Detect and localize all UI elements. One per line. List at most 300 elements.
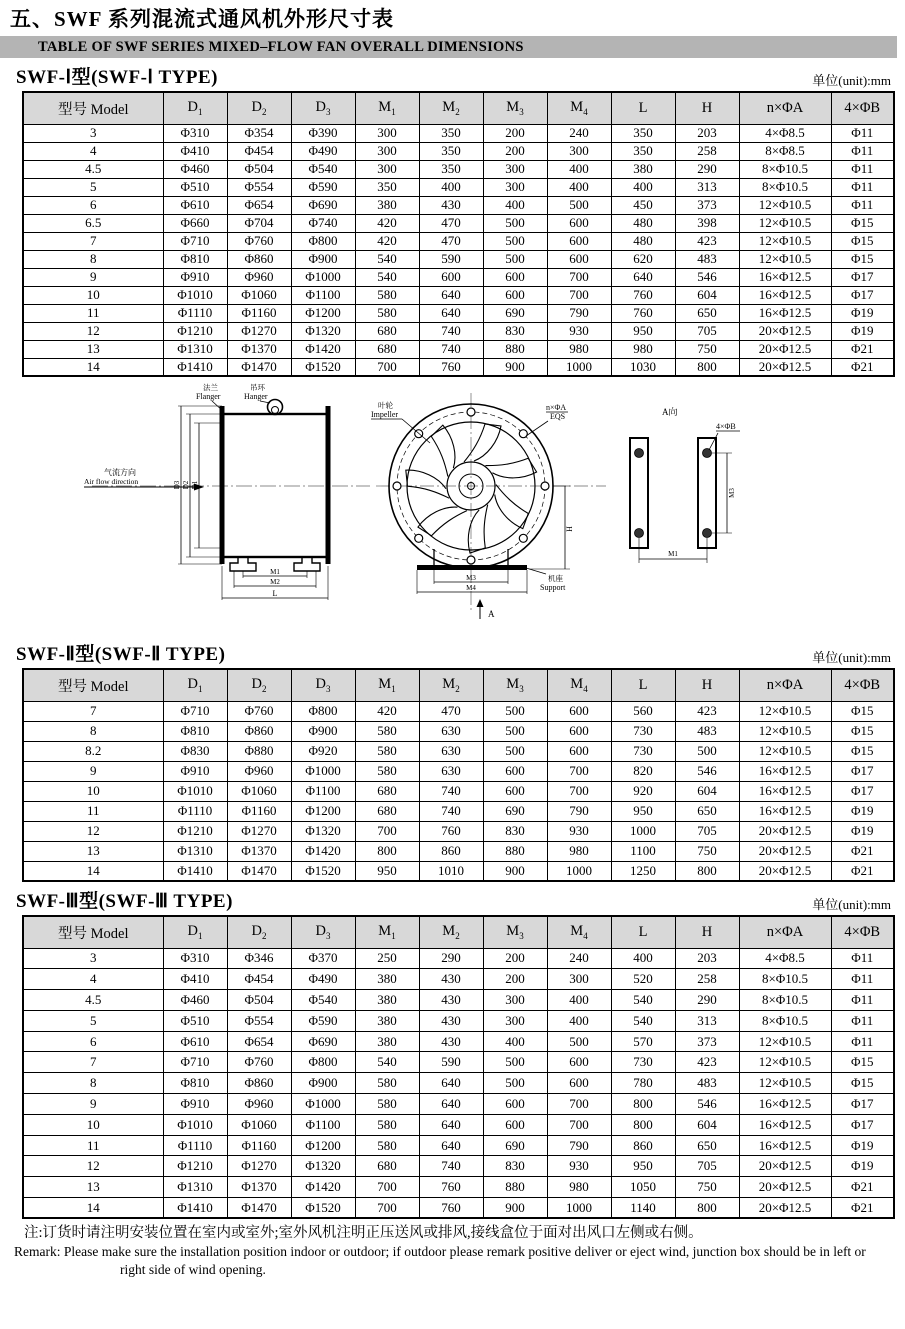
cell-nxa: 20×Φ12.5 [739,1177,831,1198]
section-heading-swf1: SWF-Ⅰ型(SWF-Ⅰ TYPE) [16,67,218,88]
cell-h: 313 [675,178,739,196]
cell-4xb: Φ17 [831,761,894,781]
cell-m4: 700 [547,761,611,781]
cell-l: 780 [611,1073,675,1094]
cell-l: 540 [611,990,675,1011]
cell-d3: Φ690 [291,196,355,214]
table-row-model-6.5 [23,214,894,232]
table-row-model-8.2 [23,741,894,761]
cell-h: 705 [675,322,739,340]
cell-m2: 350 [419,142,483,160]
foot-holes [635,449,712,538]
table-row-model-11 [23,801,894,821]
column-header-4xb: 4×ΦB [831,92,894,124]
flange-holes-label: n×ΦA [546,403,567,412]
column-header-model: 型号 Model [23,916,163,948]
column-header-h: H [675,92,739,124]
cell-m3: 900 [483,358,547,376]
cell-d3: Φ1420 [291,340,355,358]
cell-m3: 500 [483,1052,547,1073]
cell-4xb: Φ15 [831,1052,894,1073]
cell-m3: 300 [483,990,547,1011]
table-row-model-14 [23,861,894,881]
cell-l: 950 [611,322,675,340]
cell-m3: 200 [483,142,547,160]
cell-4xb: Φ21 [831,1177,894,1198]
section-header-swf1 [16,64,891,89]
dim-d3-label: D3 [173,480,181,490]
cell-d3: Φ900 [291,250,355,268]
flange-label-cn: 法兰 [203,383,218,392]
cell-m1: 300 [355,160,419,178]
cell-h: 203 [675,948,739,969]
cell-nxa: 20×Φ12.5 [739,861,831,881]
cell-m2: 470 [419,701,483,721]
column-header-m2: $M_2$ [419,916,483,948]
cell-m2: 630 [419,721,483,741]
cell-l: 950 [611,801,675,821]
subtitle-text: TABLE OF SWF SERIES MIXED–FLOW FAN OVERALL DIMENSIONS [38,38,524,55]
cell-model: 9 [23,268,163,286]
cell-model: 4 [23,142,163,160]
cell-l: 620 [611,250,675,268]
cell-m1: 580 [355,304,419,322]
cell-m4: 400 [547,178,611,196]
cell-d1: Φ710 [163,1052,227,1073]
cell-h: 750 [675,340,739,358]
cell-d3: Φ800 [291,1052,355,1073]
cell-d3: Φ1100 [291,781,355,801]
cell-d3: Φ800 [291,232,355,250]
cell-d3: Φ490 [291,142,355,160]
cell-m2: 740 [419,781,483,801]
cell-m3: 880 [483,841,547,861]
foot-holes-label: 4×ΦB [716,422,736,431]
cell-m2: 630 [419,761,483,781]
table-row-model-5 [23,178,894,196]
flange-label-en: Flanger [196,392,221,401]
cell-m1: 380 [355,990,419,1011]
header-row [23,92,894,124]
cell-l: 860 [611,1135,675,1156]
cell-nxa: 8×Φ8.5 [739,142,831,160]
column-header-h: H [675,916,739,948]
cell-d1: Φ810 [163,1073,227,1094]
cell-m3: 500 [483,701,547,721]
cell-m2: 760 [419,1198,483,1219]
cell-nxa: 16×Φ12.5 [739,801,831,821]
cell-d3: Φ1320 [291,821,355,841]
cell-m4: 600 [547,1073,611,1094]
table-row-model-5 [23,1010,894,1031]
column-header-m1: $M_1$ [355,92,419,124]
cell-m3: 200 [483,969,547,990]
cell-4xb: Φ19 [831,1135,894,1156]
dim-l-label: L [272,589,278,598]
remark-english-line1: Remark: Please make sure the installation position indoor or outdoor; if outdoor please remark positive deliver or eject wind, junction box should be in left or [14,1244,866,1260]
cell-d1: Φ810 [163,721,227,741]
support-base-plate [417,565,527,570]
cell-m3: 500 [483,232,547,250]
cell-4xb: Φ15 [831,1073,894,1094]
cell-m4: 300 [547,142,611,160]
cell-4xb: Φ19 [831,801,894,821]
cell-l: 400 [611,948,675,969]
column-header-d2: $D_2$ [227,92,291,124]
column-header-d2: $D_2$ [227,916,291,948]
dimensions-table-swf3 [22,915,895,1219]
cell-l: 450 [611,196,675,214]
cell-model: 5 [23,1010,163,1031]
cell-4xb: Φ21 [831,358,894,376]
cell-m1: 380 [355,1010,419,1031]
cell-model: 8 [23,721,163,741]
cell-m3: 500 [483,741,547,761]
cell-d3: Φ1000 [291,1094,355,1115]
cell-m4: 400 [547,1010,611,1031]
cell-m4: 700 [547,268,611,286]
cell-h: 290 [675,990,739,1011]
cell-nxa: 20×Φ12.5 [739,322,831,340]
table-row-model-11 [23,304,894,322]
cell-d1: Φ1110 [163,801,227,821]
table-row-model-9 [23,268,894,286]
airflow-label-en: Air flow direction [84,477,139,486]
cell-h: 750 [675,1177,739,1198]
cell-4xb: Φ19 [831,821,894,841]
cell-4xb: Φ11 [831,1031,894,1052]
cell-l: 640 [611,268,675,286]
cell-h: 483 [675,721,739,741]
cell-d1: Φ910 [163,1094,227,1115]
view-a-arrow [477,599,484,607]
cell-d2: Φ960 [227,761,291,781]
cell-m1: 580 [355,286,419,304]
cell-m2: 640 [419,286,483,304]
cell-m1: 580 [355,761,419,781]
cell-nxa: 20×Φ12.5 [739,821,831,841]
cell-d1: Φ1010 [163,1114,227,1135]
cell-model: 10 [23,781,163,801]
cell-m2: 350 [419,124,483,142]
cell-d1: Φ1010 [163,286,227,304]
cell-l: 380 [611,160,675,178]
cell-m4: 240 [547,124,611,142]
cell-4xb: Φ19 [831,322,894,340]
column-header-l: L [611,669,675,701]
cell-d2: Φ1060 [227,1114,291,1135]
cell-model: 14 [23,358,163,376]
table-row-model-4 [23,142,894,160]
dim-m4-label: M4 [466,584,476,592]
cell-d3: Φ1320 [291,1156,355,1177]
cell-h: 604 [675,781,739,801]
column-header-d3: $D_3$ [291,92,355,124]
table-row-model-11 [23,1135,894,1156]
cell-nxa: 12×Φ10.5 [739,721,831,741]
hanger-label-en: Hanger [244,392,268,401]
cell-d1: Φ1010 [163,781,227,801]
cell-model: 6 [23,1031,163,1052]
cell-d1: Φ460 [163,160,227,178]
cell-m4: 1000 [547,358,611,376]
cell-d3: Φ920 [291,741,355,761]
table-row-model-10 [23,1114,894,1135]
cell-h: 373 [675,1031,739,1052]
cell-h: 546 [675,1094,739,1115]
cell-d2: Φ1270 [227,821,291,841]
cell-d2: Φ554 [227,1010,291,1031]
table-row-model-7 [23,701,894,721]
table-row-model-8 [23,1073,894,1094]
cell-l: 760 [611,304,675,322]
cell-d1: Φ1310 [163,841,227,861]
cell-h: 423 [675,232,739,250]
cell-nxa: 20×Φ12.5 [739,1156,831,1177]
cell-nxa: 12×Φ10.5 [739,1052,831,1073]
cell-4xb: Φ11 [831,178,894,196]
cell-h: 800 [675,358,739,376]
section-heading-swf2: SWF-Ⅱ型(SWF-Ⅱ TYPE) [16,644,226,665]
cell-model: 10 [23,286,163,304]
cell-l: 560 [611,701,675,721]
cell-h: 313 [675,1010,739,1031]
impeller-label-en: Impeller [371,410,399,419]
cell-m1: 540 [355,250,419,268]
cell-m4: 500 [547,1031,611,1052]
cell-m2: 760 [419,1177,483,1198]
unit-label: 单位(unit):mm [812,650,891,665]
cell-l: 1050 [611,1177,675,1198]
cell-4xb: Φ15 [831,721,894,741]
cell-m1: 680 [355,801,419,821]
cell-nxa: 16×Φ12.5 [739,304,831,322]
table-row-model-12 [23,821,894,841]
dim-h-label: H [565,526,574,532]
cell-d2: Φ1160 [227,304,291,322]
cell-d3: Φ1320 [291,322,355,340]
cell-nxa: 20×Φ12.5 [739,340,831,358]
cell-m3: 300 [483,178,547,196]
cell-m3: 600 [483,286,547,304]
cell-m3: 300 [483,1010,547,1031]
column-header-m4: $M_4$ [547,92,611,124]
cell-d2: Φ1470 [227,861,291,881]
cell-d3: Φ1100 [291,1114,355,1135]
column-header-h: H [675,669,739,701]
cell-4xb: Φ21 [831,861,894,881]
cell-d1: Φ610 [163,196,227,214]
cell-model: 3 [23,124,163,142]
cell-m2: 430 [419,969,483,990]
cell-h: 705 [675,821,739,841]
cell-m4: 600 [547,250,611,268]
cell-m2: 1010 [419,861,483,881]
cell-m3: 880 [483,340,547,358]
column-header-d1: $D_1$ [163,92,227,124]
table-row-model-9 [23,1094,894,1115]
cell-m3: 600 [483,781,547,801]
cell-m1: 420 [355,701,419,721]
cell-model: 7 [23,232,163,250]
cell-model: 8.2 [23,741,163,761]
cell-l: 800 [611,1114,675,1135]
cell-d1: Φ830 [163,741,227,761]
cell-m2: 430 [419,1031,483,1052]
cell-d3: Φ390 [291,124,355,142]
unit-label: 单位(unit):mm [812,73,891,88]
cell-model: 9 [23,1094,163,1115]
cell-m3: 600 [483,268,547,286]
cell-4xb: Φ17 [831,781,894,801]
cell-d2: Φ960 [227,268,291,286]
cell-4xb: Φ11 [831,124,894,142]
cell-4xb: Φ19 [831,1156,894,1177]
table-row-model-13 [23,1177,894,1198]
cell-m2: 590 [419,250,483,268]
column-header-m2: $M_2$ [419,669,483,701]
cell-nxa: 16×Φ12.5 [739,286,831,304]
cell-d2: Φ860 [227,721,291,741]
unit-label: 单位(unit):mm [812,897,891,912]
table-row-model-12 [23,322,894,340]
cell-l: 820 [611,761,675,781]
cell-m2: 350 [419,160,483,178]
cell-l: 920 [611,781,675,801]
cell-m1: 580 [355,1073,419,1094]
table-row-model-4 [23,969,894,990]
cell-model: 5 [23,178,163,196]
dim-m3-label: M3 [466,574,476,582]
cell-d2: Φ1370 [227,1177,291,1198]
cell-m3: 600 [483,761,547,781]
cell-h: 203 [675,124,739,142]
cell-m3: 900 [483,861,547,881]
column-header-d1: $D_1$ [163,669,227,701]
cell-l: 350 [611,142,675,160]
cell-m4: 600 [547,701,611,721]
column-header-d2: $D_2$ [227,669,291,701]
cell-m4: 600 [547,214,611,232]
cell-m1: 680 [355,781,419,801]
cell-d1: Φ410 [163,142,227,160]
column-header-m3: $M_3$ [483,92,547,124]
cell-4xb: Φ11 [831,990,894,1011]
cell-d2: Φ960 [227,1094,291,1115]
cell-m1: 800 [355,841,419,861]
cell-m3: 500 [483,214,547,232]
cell-m4: 930 [547,1156,611,1177]
cell-d1: Φ310 [163,948,227,969]
cell-4xb: Φ17 [831,268,894,286]
cell-m1: 540 [355,1052,419,1073]
cell-model: 14 [23,861,163,881]
cell-d2: Φ554 [227,178,291,196]
cell-l: 570 [611,1031,675,1052]
cell-d2: Φ654 [227,196,291,214]
cell-model: 9 [23,761,163,781]
dim-d1-label: D1 [191,480,199,490]
cell-m3: 500 [483,250,547,268]
cell-model: 11 [23,304,163,322]
cell-m1: 300 [355,142,419,160]
cell-m3: 600 [483,1114,547,1135]
cell-4xb: Φ11 [831,160,894,178]
header-row [23,669,894,701]
cell-4xb: Φ15 [831,214,894,232]
cell-m1: 680 [355,322,419,340]
cell-m4: 790 [547,1135,611,1156]
cell-m2: 740 [419,801,483,821]
cell-d3: Φ900 [291,721,355,741]
cell-nxa: 12×Φ10.5 [739,701,831,721]
cell-d2: Φ880 [227,741,291,761]
cell-d3: Φ540 [291,990,355,1011]
cell-m3: 830 [483,1156,547,1177]
cell-nxa: 12×Φ10.5 [739,214,831,232]
cell-d2: Φ1470 [227,358,291,376]
cell-h: 546 [675,268,739,286]
cell-model: 11 [23,1135,163,1156]
cell-l: 800 [611,1094,675,1115]
cell-m1: 250 [355,948,419,969]
cell-model: 13 [23,841,163,861]
cell-d1: Φ710 [163,701,227,721]
cell-l: 1000 [611,821,675,841]
column-header-d3: $D_3$ [291,916,355,948]
table-row-model-7 [23,232,894,250]
cell-d3: Φ690 [291,1031,355,1052]
cell-m1: 350 [355,178,419,196]
cell-m3: 500 [483,721,547,741]
column-header-nxa: n×ΦA [739,669,831,701]
dimensions-table-swf1 [22,91,895,377]
cell-m1: 700 [355,1177,419,1198]
section-header-swf2 [16,641,891,666]
dim-m3-label: M3 [728,488,736,498]
cell-4xb: Φ15 [831,701,894,721]
cell-m3: 900 [483,1198,547,1219]
cell-h: 258 [675,142,739,160]
cell-l: 730 [611,721,675,741]
cell-l: 1250 [611,861,675,881]
support-label-cn: 机座 [548,574,563,583]
cell-h: 800 [675,1198,739,1219]
cell-nxa: 12×Φ10.5 [739,741,831,761]
cell-d2: Φ760 [227,1052,291,1073]
cell-l: 1140 [611,1198,675,1219]
cell-model: 7 [23,1052,163,1073]
cell-nxa: 8×Φ10.5 [739,990,831,1011]
cell-4xb: Φ11 [831,948,894,969]
dimensions-table-swf2 [22,668,895,882]
cell-l: 950 [611,1156,675,1177]
cell-m2: 640 [419,304,483,322]
cell-d1: Φ410 [163,969,227,990]
cell-m2: 740 [419,322,483,340]
cell-l: 1030 [611,358,675,376]
cell-m2: 470 [419,232,483,250]
column-header-d1: $D_1$ [163,916,227,948]
cell-m3: 300 [483,160,547,178]
column-header-nxa: n×ΦA [739,92,831,124]
cell-m2: 430 [419,196,483,214]
table-row-model-9 [23,761,894,781]
impeller-label-cn: 叶轮 [378,401,393,410]
airflow-label-cn: 气流方向 [104,468,136,477]
cell-m2: 640 [419,1073,483,1094]
cell-m1: 300 [355,124,419,142]
